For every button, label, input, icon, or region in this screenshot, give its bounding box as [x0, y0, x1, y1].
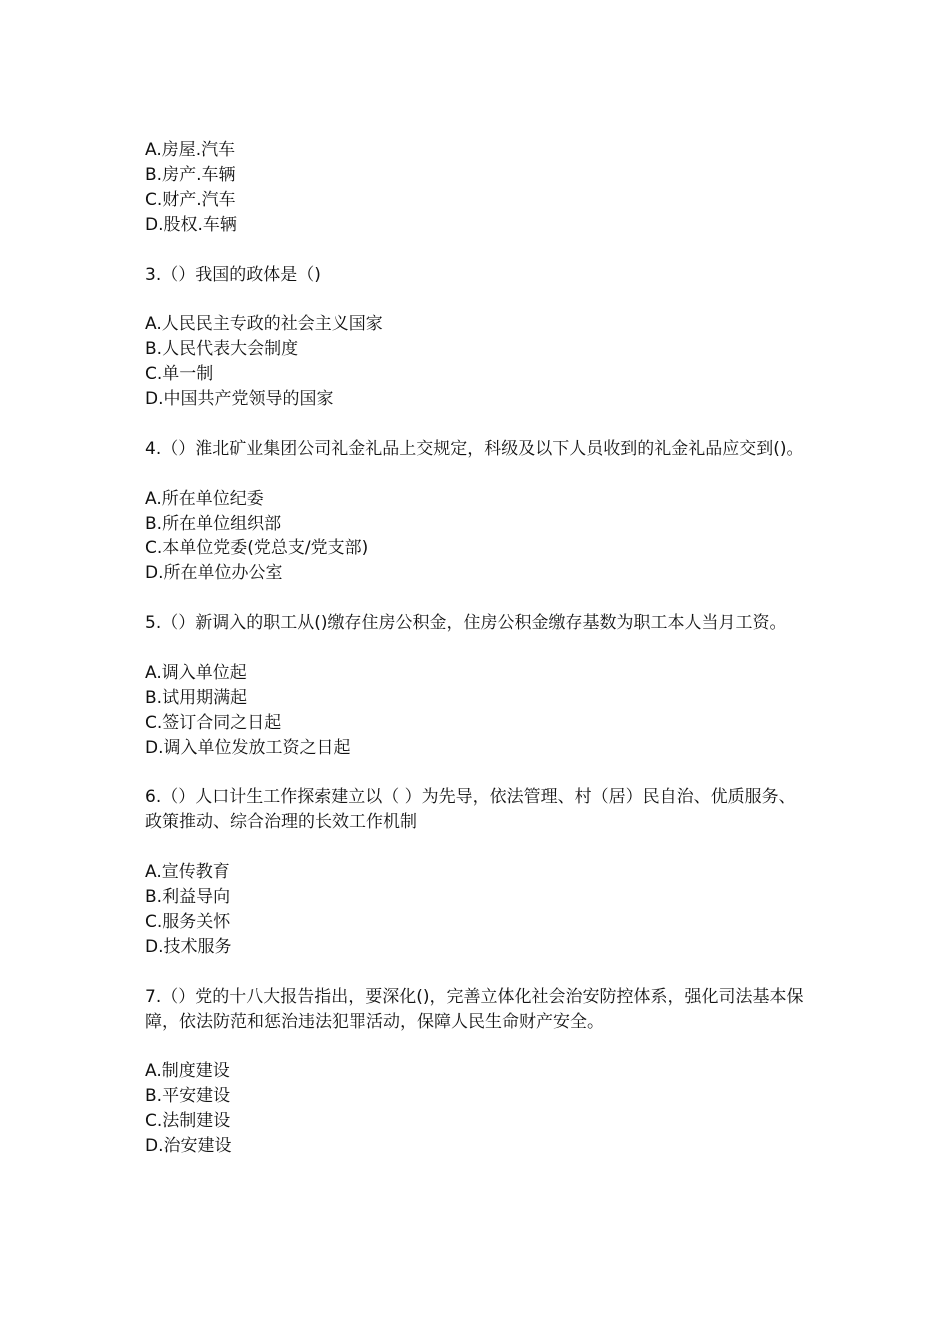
option-c: C.服务关怀	[145, 911, 231, 932]
option-b: B.人民代表大会制度	[145, 339, 299, 360]
question-stem: 4.（）淮北矿业集团公司礼金礼品上交规定，科级及以下人员收到的礼金礼品应交到()。	[145, 438, 804, 459]
spacer	[145, 412, 810, 437]
spacer	[145, 586, 810, 611]
option-b: B.试用期满起	[145, 687, 248, 708]
option-d: D.调入单位发放工资之日起	[145, 737, 351, 758]
option-c: C.本单位党委(党总支/党支部)	[145, 538, 369, 559]
option-b: B.平安建设	[145, 1086, 231, 1107]
question-6	[145, 785, 810, 959]
option-b: B.所在单位组织部	[145, 513, 282, 534]
question-stem: 6.（）人口计生工作探索建立以（ ）为先导，依法管理、村（居）民自治、优质服务、政策推动、综合治理的长效工作机制	[145, 787, 796, 833]
option-a: A.所在单位纪委	[145, 488, 264, 509]
spacer	[145, 636, 810, 661]
spacer	[145, 960, 810, 985]
option-b: B.房产.车辆	[145, 164, 236, 185]
spacer	[145, 238, 810, 263]
question-5	[145, 611, 810, 760]
spacer	[145, 1034, 810, 1059]
option-a: A.制度建设	[145, 1061, 230, 1082]
option-a: A.人民民主专政的社会主义国家	[145, 314, 383, 335]
question-stem: 3.（）我国的政体是（)	[145, 264, 321, 285]
option-c: C.单一制	[145, 364, 214, 385]
option-d: D.中国共产党领导的国家	[145, 389, 334, 410]
question-3	[145, 263, 810, 412]
spacer	[145, 287, 810, 312]
option-a: A.调入单位起	[145, 662, 247, 683]
spacer	[145, 462, 810, 487]
question-2-continued	[145, 138, 810, 238]
question-4	[145, 437, 810, 586]
option-d: D.所在单位办公室	[145, 563, 283, 584]
option-d: D.技术服务	[145, 936, 232, 957]
option-d: D.治安建设	[145, 1136, 232, 1157]
option-b: B.利益导向	[145, 887, 231, 908]
option-a: A.宣传教育	[145, 862, 230, 883]
option-a: A.房屋.汽车	[145, 140, 236, 160]
question-stem: 5.（）新调入的职工从()缴存住房公积金，住房公积金缴存基数为职工本人当月工资。	[145, 613, 787, 634]
option-c: C.签订合同之日起	[145, 712, 282, 733]
question-7	[145, 985, 810, 1159]
option-c: C.法制建设	[145, 1111, 231, 1132]
spacer	[145, 761, 810, 786]
option-d: D.股权.车辆	[145, 214, 237, 235]
spacer	[145, 835, 810, 860]
question-list	[145, 138, 810, 1159]
option-c: C.财产.汽车	[145, 189, 236, 210]
question-stem: 7.（）党的十八大报告指出，要深化()，完善立体化社会治安防控体系，强化司法基本保障，依法防范和惩治违法犯罪活动，保障人民生命财产安全。	[145, 986, 804, 1032]
